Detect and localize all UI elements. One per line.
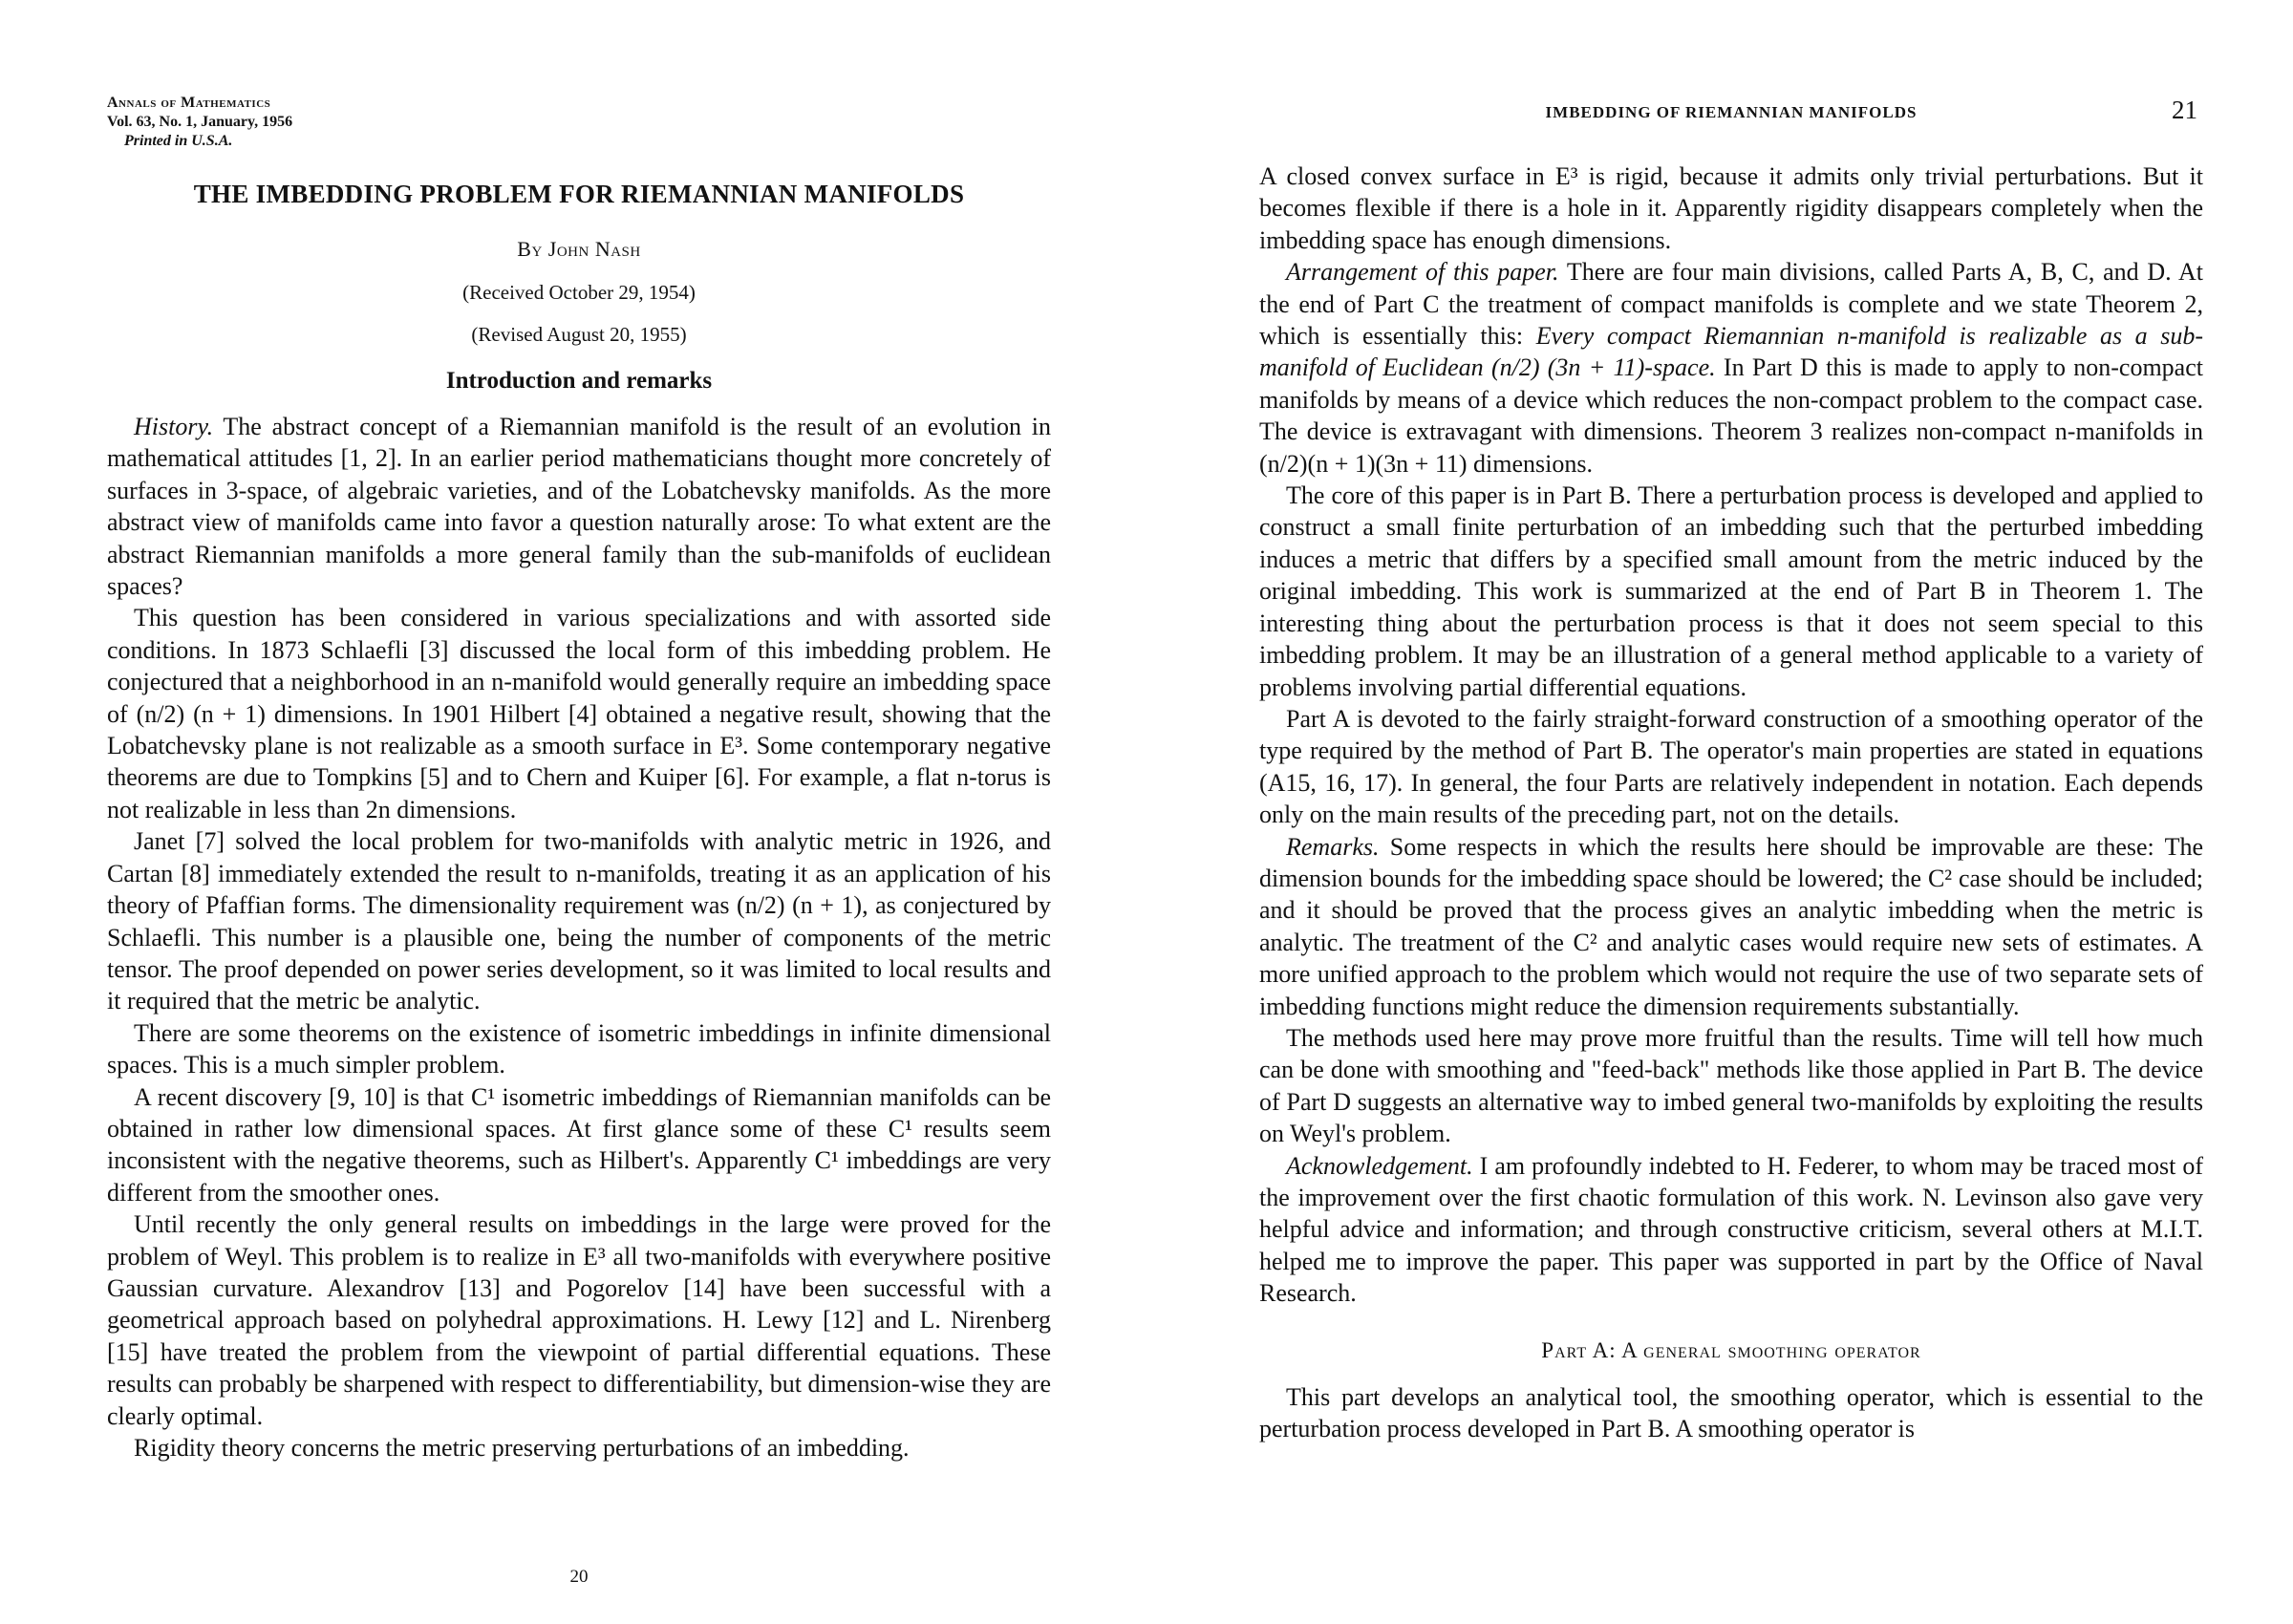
paragraph-lead: Arrangement of this paper. [1286,258,1559,287]
paragraph-text: This part develops an analytical tool, the smoothing operator, which is essential to the perturbation process developed in Part B. A smoothing operator is [1259,1383,2203,1443]
paragraph-text: The core of this paper is in Part B. There a perturbation process is developed and applied to construct a small finite perturbation of an imbedding such that the perturbed imbedding induces a metric that differs by a specified small amount from the metric induced by the original imbedding. This work is summarized at the end of Part B in Theorem 1. The interesting thing about the perturbation process is that it does not seem special to this imbedding problem. It may be an illustration of a general method applicable to a variety of problems involving partial differential equations. [1259,481,2203,701]
paragraph [1259,1381,2203,1445]
paragraph [107,1017,1051,1081]
paragraph [107,1081,1051,1209]
paragraph-text: There are some theorems on the existence of isometric imbeddings in infinite dimensional spaces. This is a much simpler problem. [107,1018,1051,1079]
paragraph [107,602,1051,825]
paragraph [1259,1022,2203,1150]
paragraph-text: Some respects in which the results here should be improvable are these: The dimension bounds for the imbedding space should be lowered; the C² case should be included; and it should be proved that the process gives an analytic imbedding when the metric is analytic. The treatment of the C² and analytic cases would require new sets of estimates. A more unified approach to the problem which would not require the use of two separate sets of imbedding functions might reduce the dimension requirements substantially. [1259,832,2203,1020]
paragraph-text: A recent discovery [9, 10] is that C¹ isometric imbeddings of Riemannian manifolds can be obtained in rather low dimensional spaces. At first glance some of these C¹ results seem inconsistent with the negative theorems, such as Hilbert's. Apparently C¹ imbeddings are very different from the smoother ones. [107,1082,1051,1207]
paragraph-text: Until recently the only general results on imbeddings in the large were proved for the problem of Weyl. This problem is to realize in E³ all two-manifolds with everywhere positive Gaussian curvature. Alexandrov [13] and Pogorelov [14] have been successful with a geometrical approach based on polyhedral approximations. H. Lewy [12] and L. Nirenberg [15] have treated the problem from the viewpoint of partial differential equations. These results can probably be sharpened with respect to differentiability, but dimension-wise they are clearly optimal. [107,1210,1051,1430]
author-byline: By John Nash [517,237,641,261]
paragraph [1259,1150,2203,1310]
paragraph-text: This question has been considered in various specializations and with assorted side conditions. In 1873 Schlaefli [3] discussed the local form of this imbedding problem. He conjectured that a neighborhood in an n-manifold would generally require an imbedding space of (n/2) (n + 1) dimensions. In 1901 Hilbert [4] obtained a negative result, showing that the Lobatchevsky plane is not realizable as a smooth surface in E³. Some contemporary negative theorems are due to Tompkins [5] and to Chern and Kuiper [6]. For example, a flat n-torus is not realizable in less than 2n dimensions. [107,604,1051,823]
paragraph [107,411,1051,602]
paragraph-text: There are four main divisions, called Parts A, B, C, and D. At the end of Part C the treatment of compact manifolds is complete and we state Theorem 2, which is essentially this: [1259,258,2203,351]
received-date: (Received October 29, 1954) [462,281,696,304]
paragraph-text: A closed convex surface in E³ is rigid, because it admits only trivial perturbations. But it becomes flexible if there is a hole in it. Apparently rigidity disappears completely when the imbedding space has enough dimensions. [1259,162,2203,254]
paragraph-lead: Acknowledgement. [1286,1151,1473,1180]
paragraph-text: In Part D this is made to apply to non-compact manifolds by means of a device which reduces the non-compact problem to the compact case. The device is extravagant with dimensions. Theorem 3 realizes non-compact n-manifolds in (n/2)(n + 1)(3n + 11) dimensions. [1259,353,2203,478]
journal-name: Annals of Mathematics [107,95,271,111]
theorem-statement: Every compact Riemannian n-manifold is realizable as a sub-manifold of Euclidean (n/2) (3n + 11)-space. [1259,322,2204,382]
paragraph [1259,831,2203,1022]
page-number-right: 21 [2172,96,2197,124]
paragraph-text: Rigidity theory concerns the metric preserving perturbations of an imbedding. [134,1434,910,1462]
paragraph [107,1208,1051,1432]
paragraph-text: The methods used here may prove more fruitful than the results. Time will tell how much can be done with smoothing and "feed-back" methods like those applied in Part B. The device of Part D suggests an alternative way to imbed general two-manifolds by exploiting the results on Weyl's problem. [1259,1023,2203,1148]
journal-volume: Vol. 63, No. 1, January, 1956 [107,114,293,130]
paragraph-text: The abstract concept of a Riemannian manifold is the result of an evolution in mathematical attitudes [1, 2]. In an earlier period mathematicians thought more concretely of surfaces in 3-space, of algebraic varieties, and of the Lobatchevsky manifolds. As the more abstract view of manifolds came into favor a question naturally arose: To what extent are the abstract Riemannian manifolds a more general family than the sub-manifolds of euclidean spaces? [107,413,1051,601]
paragraph [107,1432,1051,1464]
section-title: Introduction and remarks [445,368,713,394]
article-title: THE IMBEDDING PROBLEM FOR RIEMANNIAN MANIFOLDS [193,180,965,208]
revised-date: (Revised August 20, 1955) [471,323,687,346]
running-head: IMBEDDING OF RIEMANNIAN MANIFOLDS [1545,103,1918,121]
paragraph [1259,480,2203,703]
printed-in: Printed in U.S.A. [124,133,233,149]
paragraph [1259,160,2203,256]
paragraph [1259,256,2203,480]
paragraph [107,825,1051,1016]
part-a-heading: Part A: A general smoothing operator [1541,1337,1921,1362]
left-body-text [107,411,1051,1464]
paragraph-text: Janet [7] solved the local problem for two-manifolds with analytic metric in 1926, and Cartan [8] immediately extended the result to n-manifolds, treating it as an application of his theory of Pfaffian forms. The dimensionality requirement was (n/2) (n + 1), as conjectured by Schlaefli. This number is a plausible one, being the number of components of the metric tensor. The proof depended on power series development, so it was limited to local results and it required that the metric be analytic. [107,827,1051,1015]
page-number-left: 20 [569,1567,589,1587]
paragraph [1259,703,2203,831]
paragraph-text: Part A is devoted to the fairly straight-forward construction of a smoothing operator of the type required by the method of Part B. The operator's main properties are stated in equations (A15, 16, 17). In general, the four Parts are relatively independent in notation. Each depends only on the main results of the preceding part, not on the details. [1259,704,2203,829]
journal-info [107,94,292,151]
paragraph-lead: Remarks. [1286,832,1380,861]
right-body-text [1259,160,2203,1445]
paragraph-lead: History. [134,413,214,440]
paragraph-text: I am profoundly indebted to H. Federer, to whom may be traced most of the improvement over the first chaotic formulation of this work. N. Levinson also gave very helpful advice and information; and through constructive criticism, several others at M.I.T. helped me to improve the paper. This paper was supported in part by the Office of Naval Research. [1259,1151,2203,1308]
